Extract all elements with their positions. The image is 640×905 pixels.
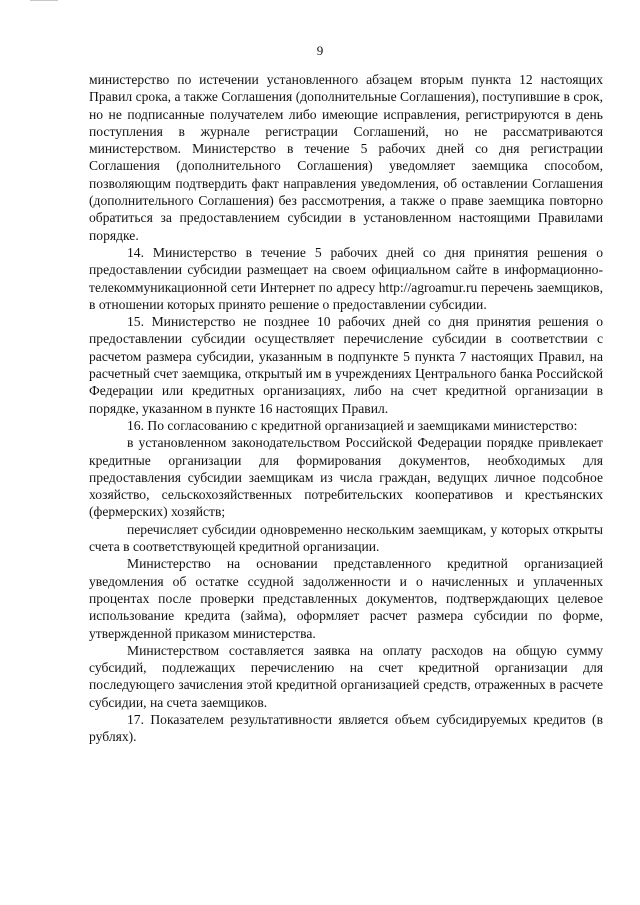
paragraph-item-16-transfer: перечисляет субсидии одновременно нескольким заемщикам, у которых открыты счета в соответствующей кредитной организации. (89, 521, 603, 555)
paragraph-item-15: 15. Министерство не позднее 10 рабочих дней со дня принятия решения о предоставлении субсидии осуществляет перечисление субсидии в соответствии с расчетом размера субсидии, указанным в подпункте 5 пункта 7 настоящих Правил, на расчетный счет заемщика, открытый им в учреждениях Центрального банка Российской Федерации или кредитных организациях, либо на счет кредитной организации в порядке, указанном в пункте 16 настоящих Правил. (89, 314, 603, 416)
page-number: 9 (316, 43, 324, 58)
paragraph-item-16: 16. По согласованию с кредитной организацией и заемщиками министерство: (127, 417, 578, 433)
document-body (89, 71, 603, 746)
paragraph-item-16-payment-request: Министерством составляется заявка на оплату расходов на общую сумму субсидий, подлежащих перечислению на счет кредитной организации для последующего зачисления этой кредитной организацией средств, отраженных в расчете субсидии, на счета заемщиков. (89, 642, 603, 710)
paragraph-item-16-calculation: Министерство на основании представленного кредитной организацией уведомления об остатке ссудной задолженности и о начисленных и уплаченных процентах после проверки представленных документов, подтверждающих целевое использование кредита (займа), оформляет расчет размера субсидии по форме, утвержденной приказом министерства. (89, 556, 603, 641)
scan-edge-mark (30, 0, 58, 4)
paragraph-item-14: 14. Министерство в течение 5 рабочих дней со дня принятия решения о предоставлении субсидии размещает на своем официальном сайте в информационно-телекоммуникационной сети Интернет по адресу http://agroamur.ru перечень заемщиков, в отношении которых принято решение о предоставлении субсидии. (89, 244, 603, 312)
paragraph-item-17: 17. Показателем результативности является объем субсидируемых кредитов (в рублях). (89, 711, 603, 745)
paragraph-continuation: министерство по истечении установленного абзацем вторым пункта 12 настоящих Правил срока, а также Соглашения (дополнительные Соглашения), поступившие в срок, но не подписанные получателем либо имеющие исправления, регистрируются в день поступления в журнале регистрации Соглашений, но не рассматриваются министерством. Министерство в течение 5 рабочих дней со дня регистрации Соглашения (дополнительного Соглашения) уведомляет заемщика способом, позволяющим подтвердить факт направления уведомления, об оставлении Соглашения (дополнительного Соглашения) без рассмотрения, а также о праве заемщика повторно обратиться за предоставлением субсидии в установленном настоящими Правилами порядке. (89, 72, 603, 243)
paragraph-item-16-attract-banks: в установленном законодательством Российской Федерации порядке привлекает кредитные организации для формирования документов, необходимых для предоставления субсидии заемщикам из числа граждан, ведущих личное подсобное хозяйство, сельскохозяйственных потребительских кооперативов и крестьянских (фермерских) хозяйств; (89, 435, 603, 520)
